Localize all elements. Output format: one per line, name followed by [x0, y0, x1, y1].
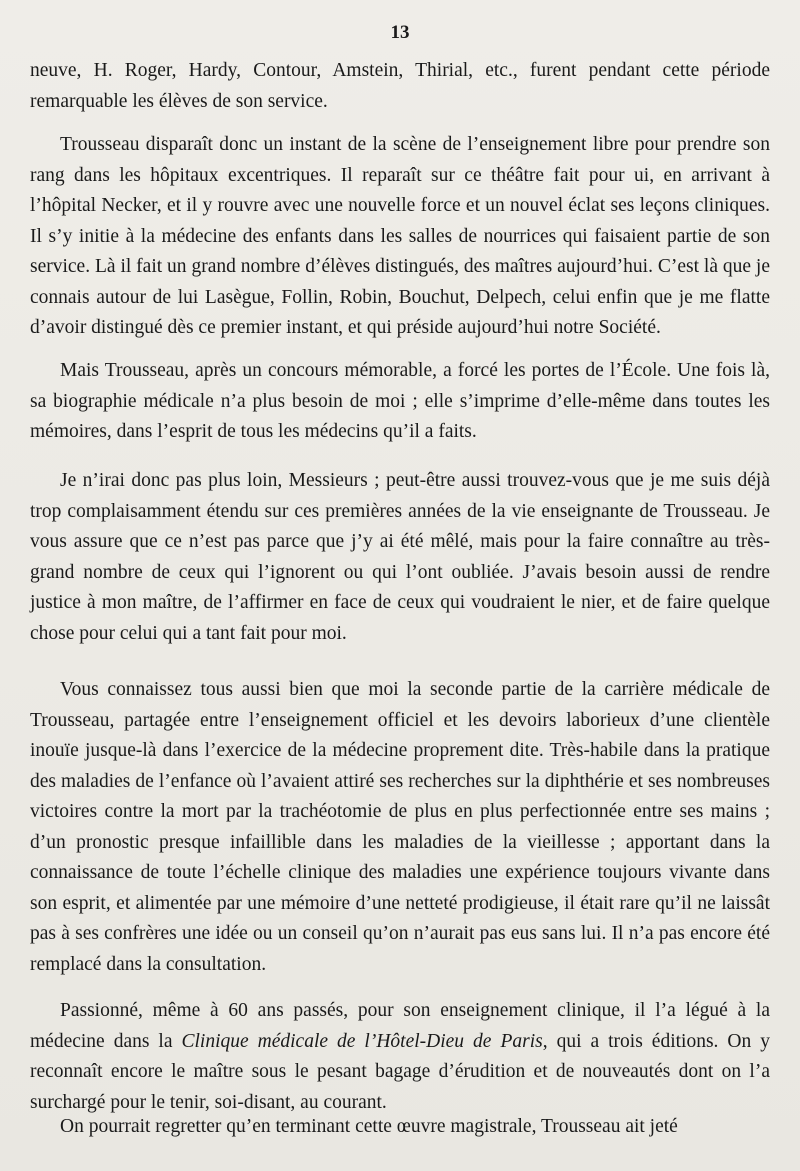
paragraph-text: Mais Trousseau, après un concours mémorable, a forcé les portes de l’École. Une fois là, sa biographie médicale n’a plus besoin de moi ; elle s’imprime d’elle-même dans toutes les mémoires, dans l’esprit de tous les médecins qu’il a faits. [30, 360, 770, 442]
text-after-title: , qui a trois éditions. On y reconnaît encore le maître sous le pesant bagage d’érudition et de nouveautés dont on l’a surchargé pour le tenir, soi-disant, au courant. [30, 1030, 770, 1113]
book-title: Clinique médicale de l’Hôtel-Dieu de Paris [181, 1030, 543, 1052]
paragraph-text: Je n’irai donc pas plus loin, Messieurs ; peut-être aussi trouvez-vous que je me suis déjà trop complaisamment étendu sur ces premières années de la vie enseignante de Trousseau. Je vous assure que ce n’est pas parce que j’y ai été mêlé, mais pour la faire connaître au très-grand nombre de ceux qui l’ignorent ou qui l’ont oubliée. J’avais besoin aussi de rendre justice à mon maître, de l’affirmer en face de ceux qui voudraient le nier, et de faire quelque chose pour celui qui a tant fait pour moi. [30, 470, 770, 644]
paragraph-clinique [30, 996, 770, 1118]
paragraph-text: On pourrait regretter qu’en terminant cette œuvre magistrale, Trousseau ait jeté [60, 1116, 678, 1137]
paragraph-final [30, 1112, 770, 1143]
paragraph-ecole [30, 356, 770, 448]
paragraph-continuation [30, 56, 770, 117]
paragraph-messieurs [30, 466, 770, 649]
text-before-title: Passionné, même à 60 ans passés, pour son enseignement clinique, il l’a légué à la médecine dans la [30, 1000, 770, 1052]
paragraph-text: neuve, H. Roger, Hardy, Contour, Amstein, Thirial, etc., furent pendant cette période remarquable les élèves de son service. [30, 60, 770, 112]
paragraph-carriere [30, 675, 770, 980]
page-number: 13 [390, 22, 410, 43]
paragraph-text: Trousseau disparaît donc un instant de la scène de l’enseignement libre pour prendre son rang dans les hôpitaux excentriques. Il reparaît sur ce théâtre fait pour ui, en arrivant à l’hôpital Necker, et il y rouvre avec une nouvelle force et un nouvel éclat ses leçons cliniques. Il s’y initie à la médecine des enfants dans les salles de nourrices qui faisaient partie de son service. Là il fait un grand nombre d’élèves distingués, des maîtres aujourd’hui. C’est là que je connais autour de lui Lasègue, Follin, Robin, Bouchut, Delpech, celui enfin que je me flatte d’avoir distingué dès ce premier instant, et qui préside aujourd’hui notre Société. [30, 134, 770, 338]
paragraph-text: Vous connaissez tous aussi bien que moi la seconde partie de la carrière médicale de Trousseau, partagée entre l’enseignement officiel et les devoirs laborieux d’une clientèle inouïe jusque-là dans l’exercice de la médecine proprement dite. Très-habile dans la pratique des maladies de l’enfance où l’avaient attiré ses recherches sur la diphthérie et ses nombreuses victoires contre la mort par la trachéotomie de plus en plus perfectionnée entre ses mains ; d’un pronostic presque infaillible dans les maladies de la vieillesse ; apportant dans la connaissance de toute l’échelle clinique des maladies une expérience toujours vivante dans son esprit, et alimentée par une mémoire d’une netteté prodigieuse, il était rare qu’il ne laissât pas à ses confrères une idée ou un conseil qu’on n’aurait pas eus sans lui. Il n’a pas encore été remplacé dans la consultation. [30, 679, 770, 975]
paragraph-trousseau-necker [30, 130, 770, 344]
paragraph-text [30, 996, 770, 1118]
